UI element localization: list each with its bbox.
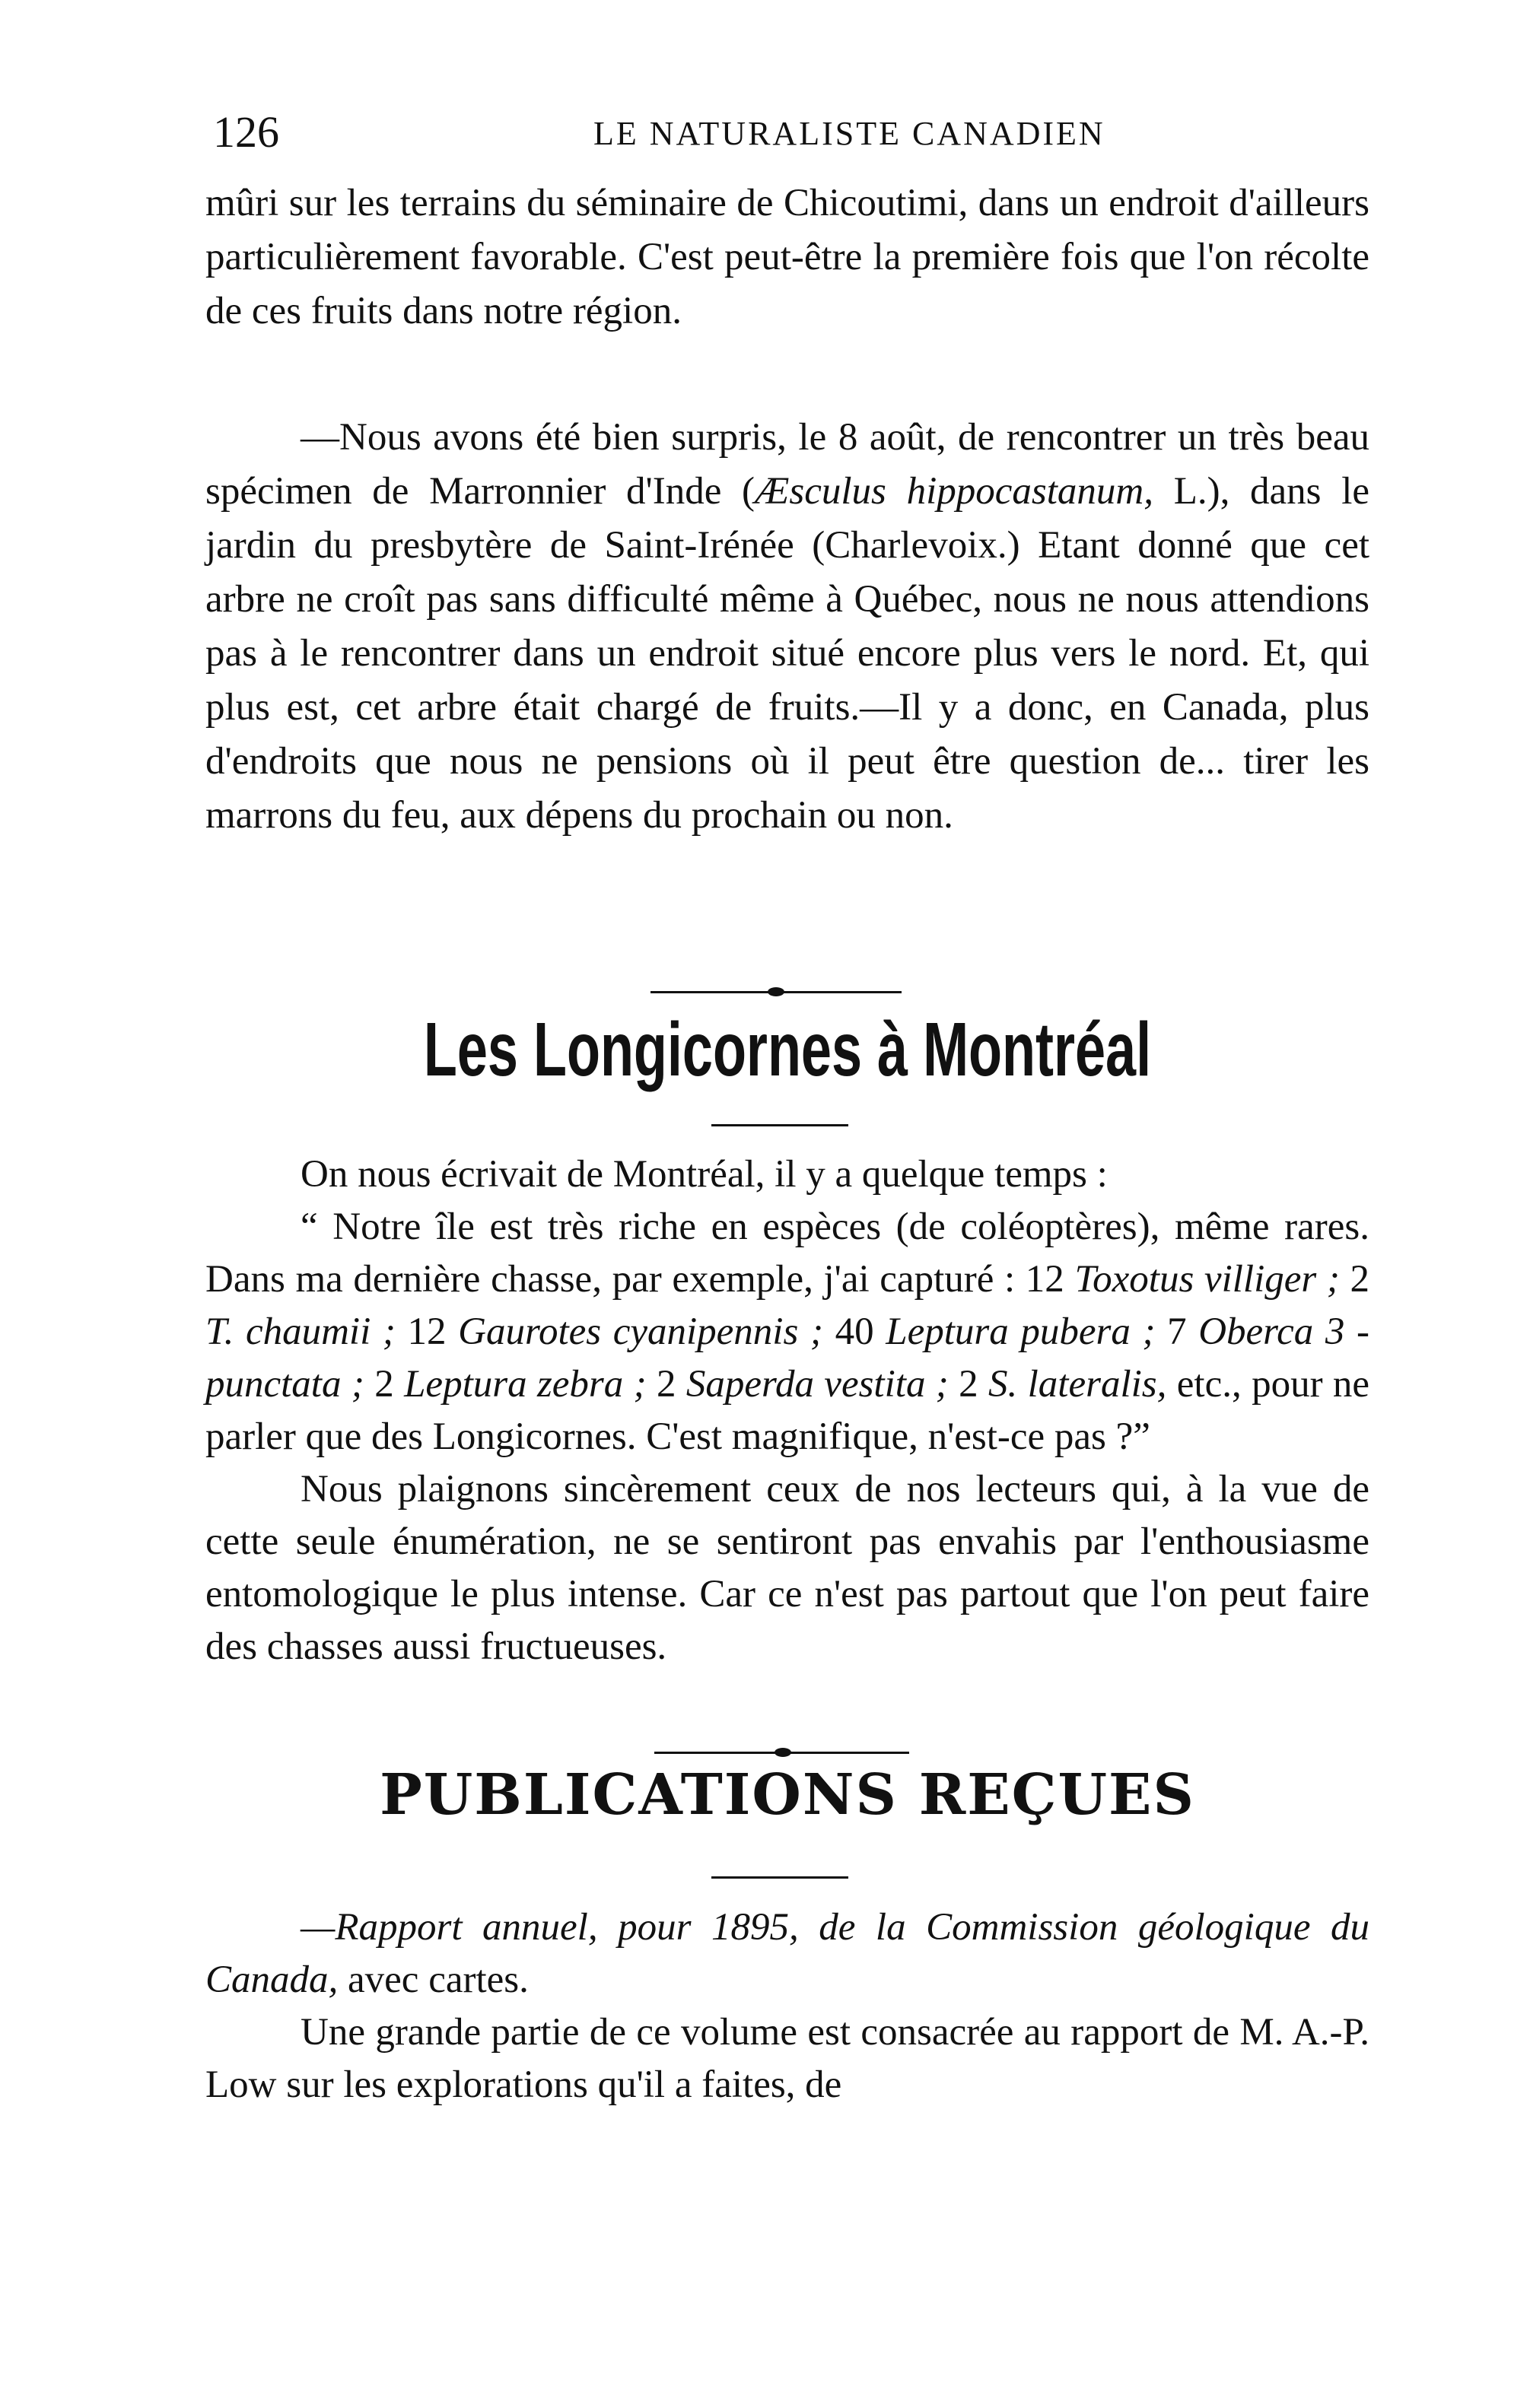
text-run: 2: [646, 1363, 686, 1406]
paragraph-marronnier: [205, 411, 1369, 843]
section-publications: [205, 1901, 1369, 2111]
species-name: T. chaumii ;: [205, 1310, 396, 1353]
text-run: L.), dans le jardin du presbytère de Saint-Irénée (Charlevoix.) Etant donné que cet arbre ne croît pas sans difficulté même à Québec, nous ne nous attendions pas à le rencontrer dans un endroit situé encore plus vers le nord. Et, qui plus est, cet arbre était chargé de fruits.—Il y a donc, en Canada, plus d'endroits que nous ne pensions où il peut être question de... tirer les marrons du feu, aux dépens du prochain ou non.: [205, 470, 1370, 837]
section-heading-publications: PUBLICATIONS REÇUES: [380, 1762, 1195, 1828]
page-header: [213, 106, 1369, 160]
text-run: etc., pour ne parler que des Longicornes. C'est magnifique, n'est-ce pas ?”: [205, 1363, 1370, 1458]
species-name: Leptura zebra ;: [404, 1363, 647, 1406]
publication-title: —Rapport annuel, pour 1895, de la Commission géologique du Canada,: [205, 1906, 1369, 2001]
ornament-divider-diamond: [768, 987, 784, 996]
paragraph-closing: Nous plaignons sincèrement ceux de nos lecteurs qui, à la vue de cette seule énumération, ne se sentiront pas envahis par l'enthousiasme entomologique le plus intense. Car ce n'est pas partout que l'on peut faire des chasses aussi fructueuses.: [205, 1468, 1369, 1668]
ornament-divider-diamond: [775, 1748, 791, 1757]
text-run: 2: [364, 1363, 405, 1406]
running-title: LE NATURALISTE CANADIEN: [593, 115, 1105, 152]
species-name: Gaurotes cyanipennis ;: [458, 1310, 823, 1353]
section-longicornes: [205, 1148, 1369, 1673]
text-run: —Nous avons été bien surpris, le 8 août, de rencontrer un très beau spécimen de Marronnier d'Inde (: [205, 416, 1369, 513]
text-run: 40: [822, 1310, 886, 1353]
page-number: 126: [213, 107, 279, 157]
heading-underline: [711, 1876, 848, 1879]
text-run: 2: [1339, 1258, 1370, 1301]
section-fruits: [205, 176, 1369, 338]
publication-item: [205, 1901, 1369, 2006]
paragraph-intro: On nous écrivait de Montréal, il y a quelque temps :: [301, 1153, 1108, 1196]
text-run: 7: [1155, 1310, 1199, 1353]
species-name: Saperda vestita ;: [685, 1363, 949, 1406]
text-run: 2: [948, 1363, 989, 1406]
paragraph-low-report: Une grande partie de ce volume est consacrée au rapport de M. A.-P. Low sur les explorations qu'il a faites, de: [205, 2011, 1369, 2106]
species-name: Æsculus hippocastanum,: [755, 470, 1153, 513]
text-run: avec cartes.: [338, 1958, 529, 2001]
species-name: S. lateralis,: [988, 1363, 1167, 1406]
section-heading-longicornes: Les Longicornes à Montréal: [423, 1007, 1152, 1092]
section-marronnier: [205, 411, 1369, 843]
species-name: Toxotus villiger ;: [1074, 1258, 1340, 1301]
text-run: “ Notre île est très riche en espèces (de coléoptères), même rares. Dans ma dernière chasse, par exemple, j'ai capturé : 12: [205, 1206, 1369, 1301]
species-name: Leptura pubera ;: [886, 1310, 1156, 1353]
heading-underline: [711, 1124, 848, 1126]
paragraph-chicoutimi: mûri sur les terrains du séminaire de Chicoutimi, dans un endroit d'ailleurs particulièrement favorable. C'est peut-être la première fois que l'on récolte de ces fruits dans notre région.: [205, 182, 1369, 332]
text-run: 12: [395, 1310, 459, 1353]
paragraph-quote: [205, 1201, 1369, 1463]
species-name: Oberca 3 - punctata ;: [205, 1310, 1370, 1406]
